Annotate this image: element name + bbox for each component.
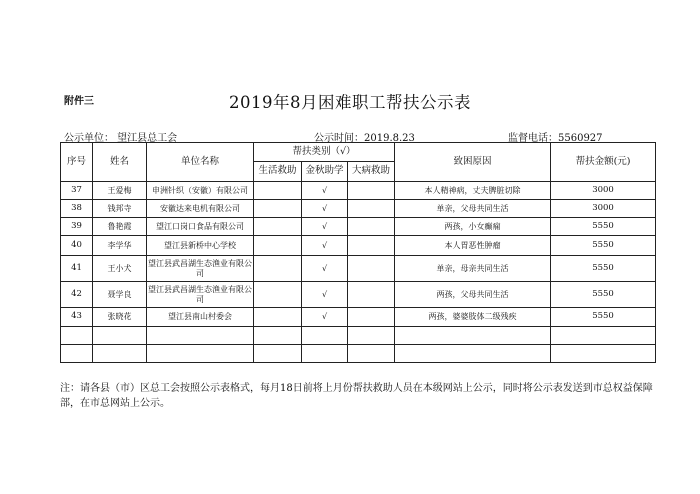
cell-no: 43 bbox=[61, 308, 93, 327]
cell-living bbox=[254, 200, 302, 218]
cell-education bbox=[302, 327, 348, 345]
supervision-phone: 监督电话：5560927 bbox=[508, 133, 603, 144]
cell-illness bbox=[348, 218, 395, 236]
cell-amount bbox=[551, 327, 656, 345]
cell-reason: 本人胃恶性肿瘤 bbox=[395, 236, 551, 256]
cell-illness bbox=[348, 182, 395, 200]
cell-name bbox=[93, 345, 147, 363]
cell-org bbox=[147, 345, 254, 363]
cell-name: 聂学良 bbox=[93, 282, 147, 308]
cell-reason: 单亲，母亲共同生活 bbox=[395, 256, 551, 282]
cell-name: 王爱梅 bbox=[93, 182, 147, 200]
table-row bbox=[61, 256, 656, 282]
cell-education: √ bbox=[302, 236, 348, 256]
attachment-label: 附件三 bbox=[64, 96, 94, 107]
cell-living bbox=[254, 182, 302, 200]
table-row bbox=[61, 218, 656, 236]
cell-illness bbox=[348, 345, 395, 363]
cell-education: √ bbox=[302, 218, 348, 236]
table-row bbox=[61, 182, 656, 200]
table-row bbox=[61, 327, 656, 345]
publish-date: 公示时间：2019.8.23 bbox=[314, 133, 415, 144]
page-title: 2019年8月困难职工帮扶公示表 bbox=[229, 93, 471, 112]
cell-name: 钱邦寺 bbox=[93, 200, 147, 218]
cell-org: 望江县武昌湖生态渔业有限公司 bbox=[147, 282, 254, 308]
cell-name: 李学华 bbox=[93, 236, 147, 256]
cell-amount: 3000 bbox=[551, 182, 656, 200]
cell-amount: 5550 bbox=[551, 308, 656, 327]
cell-no: 38 bbox=[61, 200, 93, 218]
cell-illness bbox=[348, 308, 395, 327]
cell-amount: 5550 bbox=[551, 256, 656, 282]
cell-illness bbox=[348, 282, 395, 308]
cell-education: √ bbox=[302, 282, 348, 308]
cell-name: 张晓花 bbox=[93, 308, 147, 327]
cell-education: √ bbox=[302, 182, 348, 200]
cell-living bbox=[254, 236, 302, 256]
cell-illness bbox=[348, 256, 395, 282]
cell-education: √ bbox=[302, 256, 348, 282]
assistance-table bbox=[60, 142, 656, 363]
cell-name: 鲁艳霞 bbox=[93, 218, 147, 236]
cell-illness bbox=[348, 327, 395, 345]
table-row bbox=[61, 200, 656, 218]
table-row bbox=[61, 282, 656, 308]
header-org: 单位名称 bbox=[147, 143, 254, 182]
cell-org: 望江县武昌湖生态渔业有限公司 bbox=[147, 256, 254, 282]
cell-living bbox=[254, 282, 302, 308]
cell-education: √ bbox=[302, 200, 348, 218]
cell-living bbox=[254, 218, 302, 236]
cell-reason bbox=[395, 327, 551, 345]
table-row bbox=[61, 236, 656, 256]
cell-org bbox=[147, 327, 254, 345]
cell-education bbox=[302, 345, 348, 363]
cell-illness bbox=[348, 200, 395, 218]
header-cat-living: 生活救助 bbox=[254, 162, 302, 182]
cell-reason: 两孩，小女癫痫 bbox=[395, 218, 551, 236]
cell-reason bbox=[395, 345, 551, 363]
cell-reason: 单亲，父母共同生活 bbox=[395, 200, 551, 218]
header-category: 帮扶类别（√） bbox=[254, 143, 395, 162]
cell-no bbox=[61, 327, 93, 345]
cell-no: 39 bbox=[61, 218, 93, 236]
cell-name bbox=[93, 327, 147, 345]
cell-amount: 5550 bbox=[551, 282, 656, 308]
cell-org: 望江县南山村委会 bbox=[147, 308, 254, 327]
cell-org: 望江口岗口食品有限公司 bbox=[147, 218, 254, 236]
header-name: 姓名 bbox=[93, 143, 147, 182]
cell-illness bbox=[348, 236, 395, 256]
cell-no: 41 bbox=[61, 256, 93, 282]
header-amount: 帮扶金额(元) bbox=[551, 143, 656, 182]
cell-amount: 5550 bbox=[551, 218, 656, 236]
cell-no: 42 bbox=[61, 282, 93, 308]
cell-amount bbox=[551, 345, 656, 363]
cell-living bbox=[254, 256, 302, 282]
cell-no bbox=[61, 345, 93, 363]
cell-name: 王小犬 bbox=[93, 256, 147, 282]
cell-org: 望江县新桥中心学校 bbox=[147, 236, 254, 256]
footnote: 注：请各县（市）区总工会按照公示表格式，每月18日前将上月份帮扶救助人员在本级网站上公示，同时将公示表发送到市总权益保障部，在市总网站上公示。 bbox=[60, 383, 653, 409]
header-cat-illness: 大病救助 bbox=[348, 162, 395, 182]
cell-amount: 5550 bbox=[551, 236, 656, 256]
table-row bbox=[61, 308, 656, 327]
cell-living bbox=[254, 327, 302, 345]
cell-reason: 两孩，婆婆肢体二级残疾 bbox=[395, 308, 551, 327]
cell-amount: 3000 bbox=[551, 200, 656, 218]
cell-no: 37 bbox=[61, 182, 93, 200]
cell-org: 申洲针织（安徽）有限公司 bbox=[147, 182, 254, 200]
cell-org: 安徽达来电机有限公司 bbox=[147, 200, 254, 218]
table-row bbox=[61, 345, 656, 363]
cell-living bbox=[254, 308, 302, 327]
publishing-unit: 公示单位： 望江县总工会 bbox=[64, 133, 178, 144]
cell-no: 40 bbox=[61, 236, 93, 256]
cell-living bbox=[254, 345, 302, 363]
cell-education: √ bbox=[302, 308, 348, 327]
header-cat-education: 金秋助学 bbox=[302, 162, 348, 182]
header-no: 序号 bbox=[61, 143, 93, 182]
cell-reason: 本人精神病，丈夫脾脏切除 bbox=[395, 182, 551, 200]
header-reason: 致困原因 bbox=[395, 143, 551, 182]
cell-reason: 两孩，父母共同生活 bbox=[395, 282, 551, 308]
